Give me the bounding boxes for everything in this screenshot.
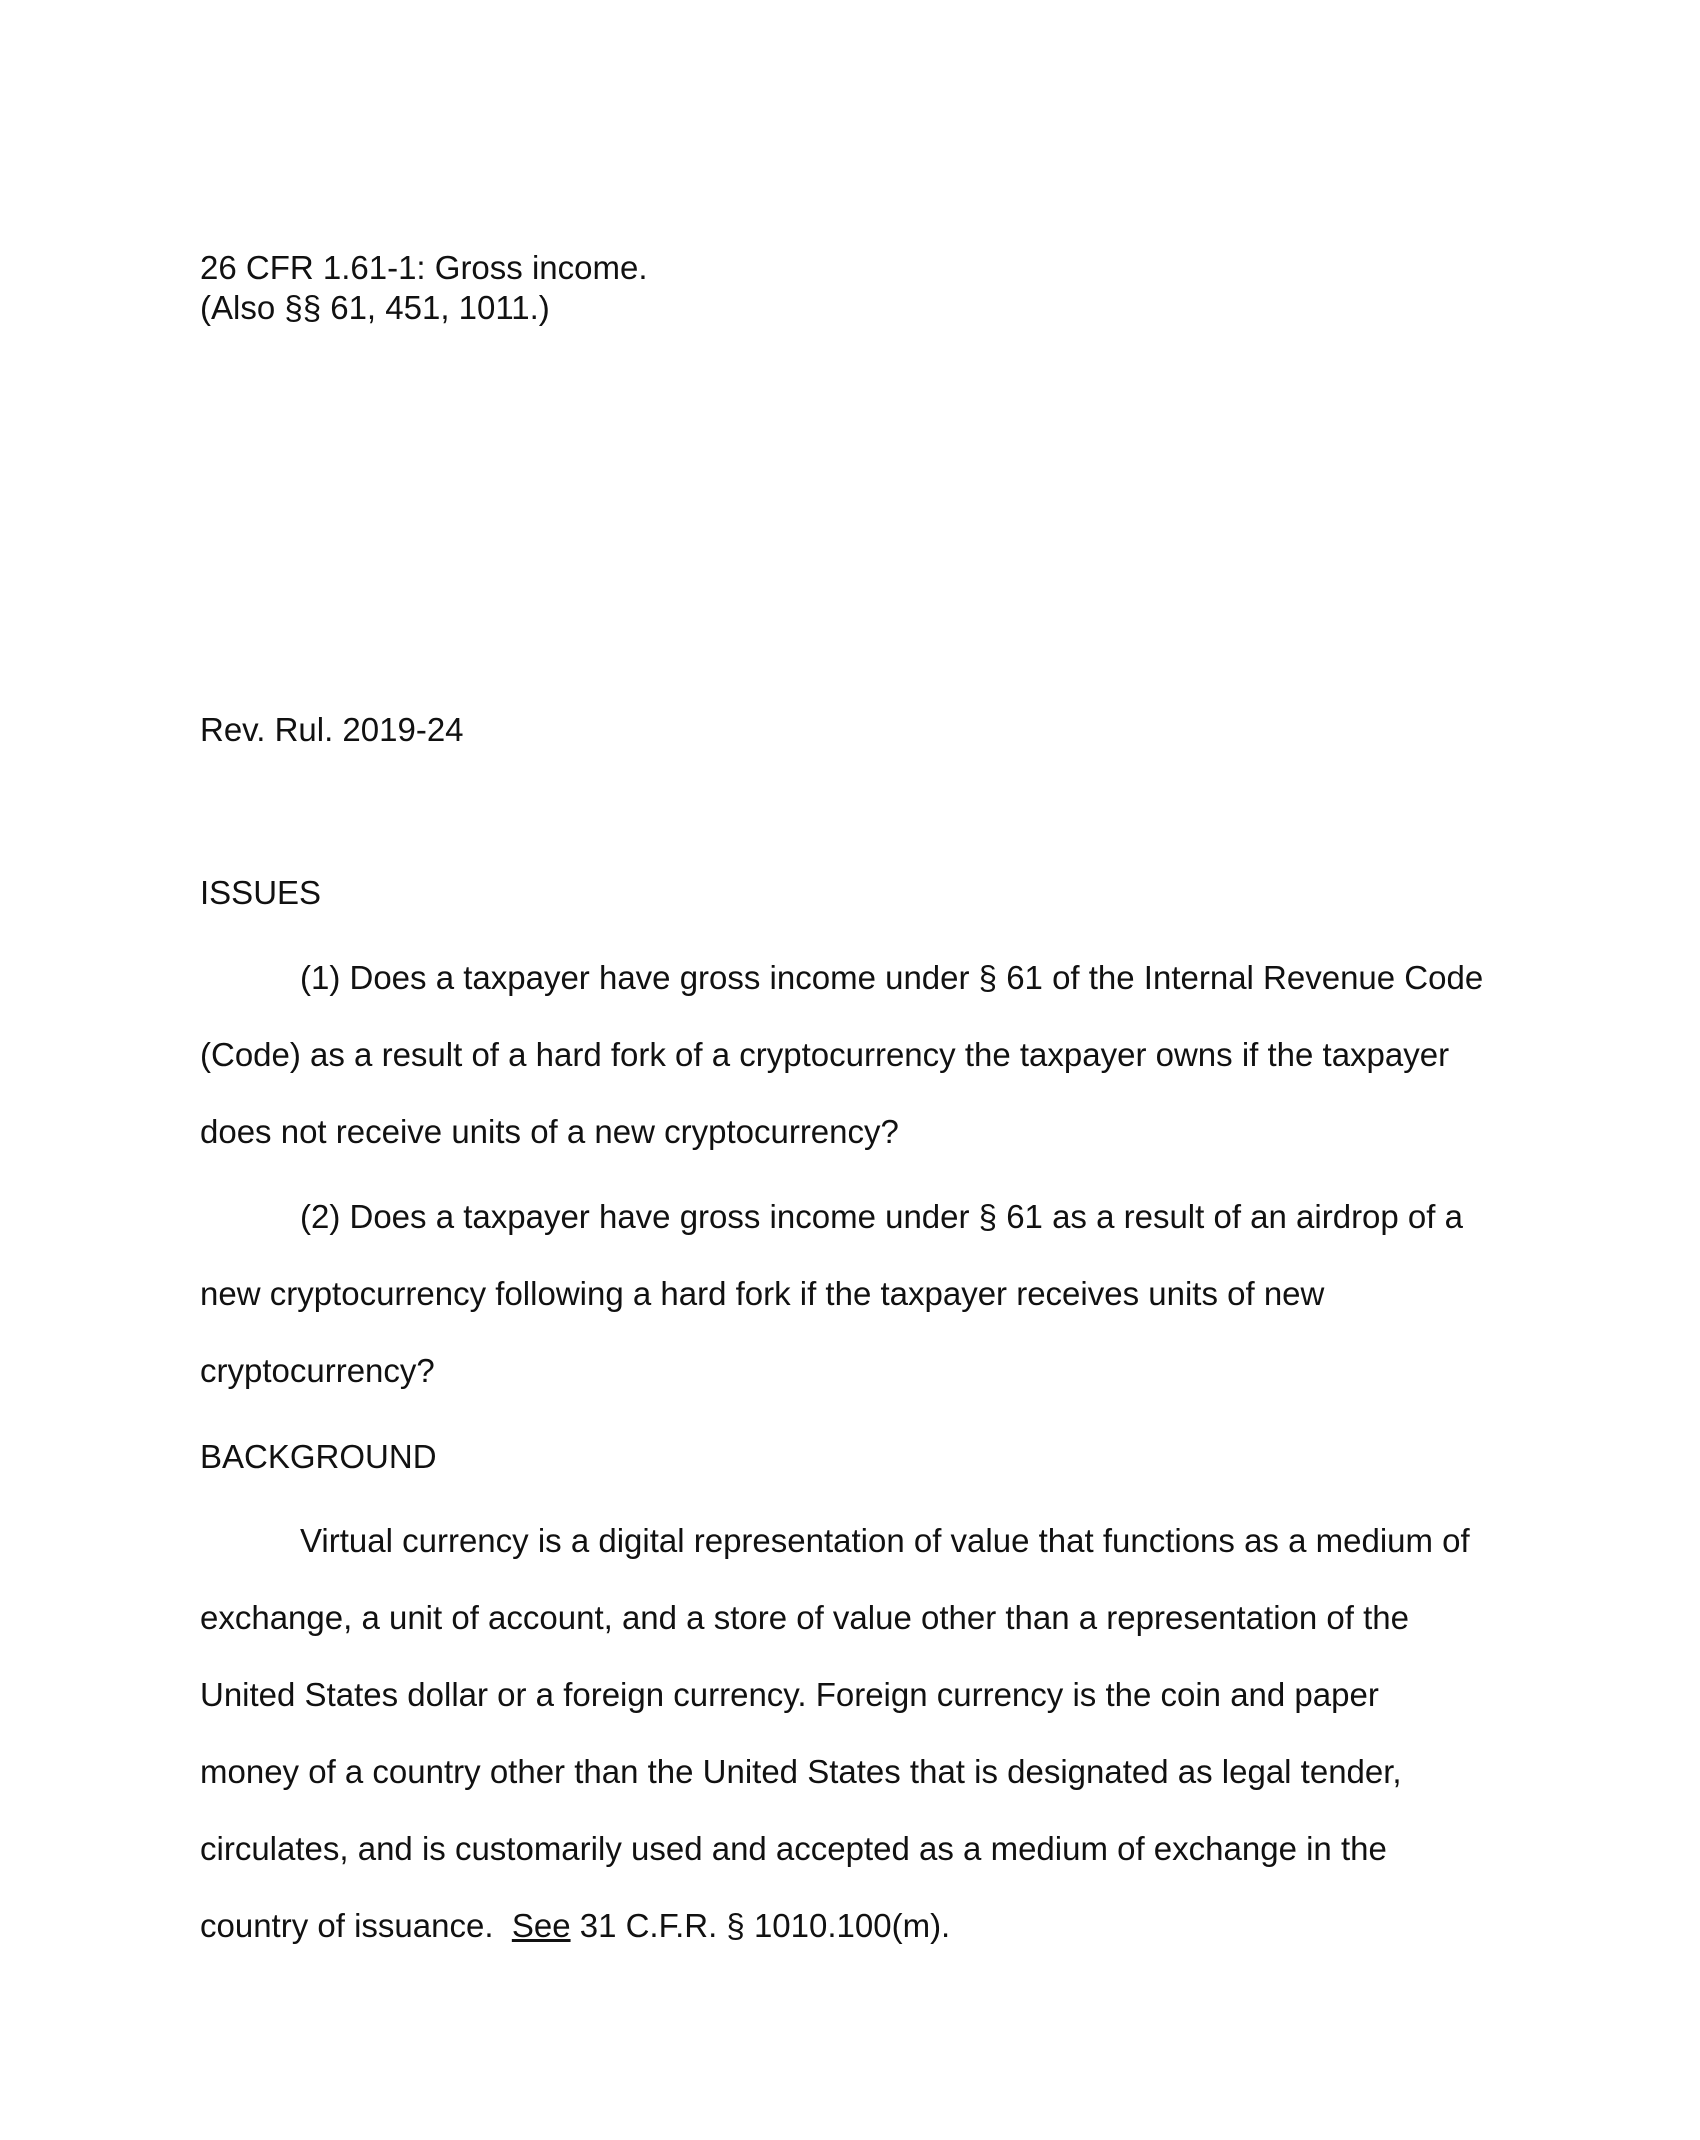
issue-2-line-2: new cryptocurrency following a hard fork if the taxpayer receives units of new	[200, 1275, 1325, 1312]
see-reference: See	[511, 1907, 571, 1944]
revenue-ruling-number: Rev. Rul. 2019-24	[200, 711, 464, 748]
also-sections: (Also §§ 61, 451, 1011.)	[200, 289, 550, 326]
issues-heading: ISSUES	[200, 874, 322, 911]
issue-1-line-3: does not receive units of a new cryptocurrency?	[200, 1113, 899, 1150]
issue-1-line-1: (1) Does a taxpayer have gross income under § 61 of the Internal Revenue Code	[300, 959, 1484, 996]
background-line-6-prefix: country of issuance.	[200, 1907, 512, 1944]
cfr-citation: 31 C.F.R. § 1010.100(m).	[570, 1907, 951, 1944]
citation-header	[200, 248, 1530, 328]
background-line-5: circulates, and is customarily used and accepted as a medium of exchange in the	[200, 1830, 1387, 1867]
regulation-reference: 26 CFR 1.61-1: Gross income.	[200, 249, 648, 286]
background-line-6	[200, 1906, 950, 1946]
issue-1-line-2: (Code) as a result of a hard fork of a cryptocurrency the taxpayer owns if the taxpayer	[200, 1036, 1450, 1073]
background-line-4: money of a country other than the United States that is designated as legal tender,	[200, 1753, 1402, 1790]
background-line-1: Virtual currency is a digital representation of value that functions as a medium of	[300, 1522, 1470, 1559]
issue-2-line-3: cryptocurrency?	[200, 1352, 435, 1389]
background-line-2: exchange, a unit of account, and a store of value other than a representation of the	[200, 1599, 1409, 1636]
issue-2-line-1: (2) Does a taxpayer have gross income under § 61 as a result of an airdrop of a	[300, 1198, 1463, 1235]
background-heading: BACKGROUND	[200, 1438, 437, 1475]
background-line-3: United States dollar or a foreign currency. Foreign currency is the coin and paper	[200, 1676, 1379, 1713]
